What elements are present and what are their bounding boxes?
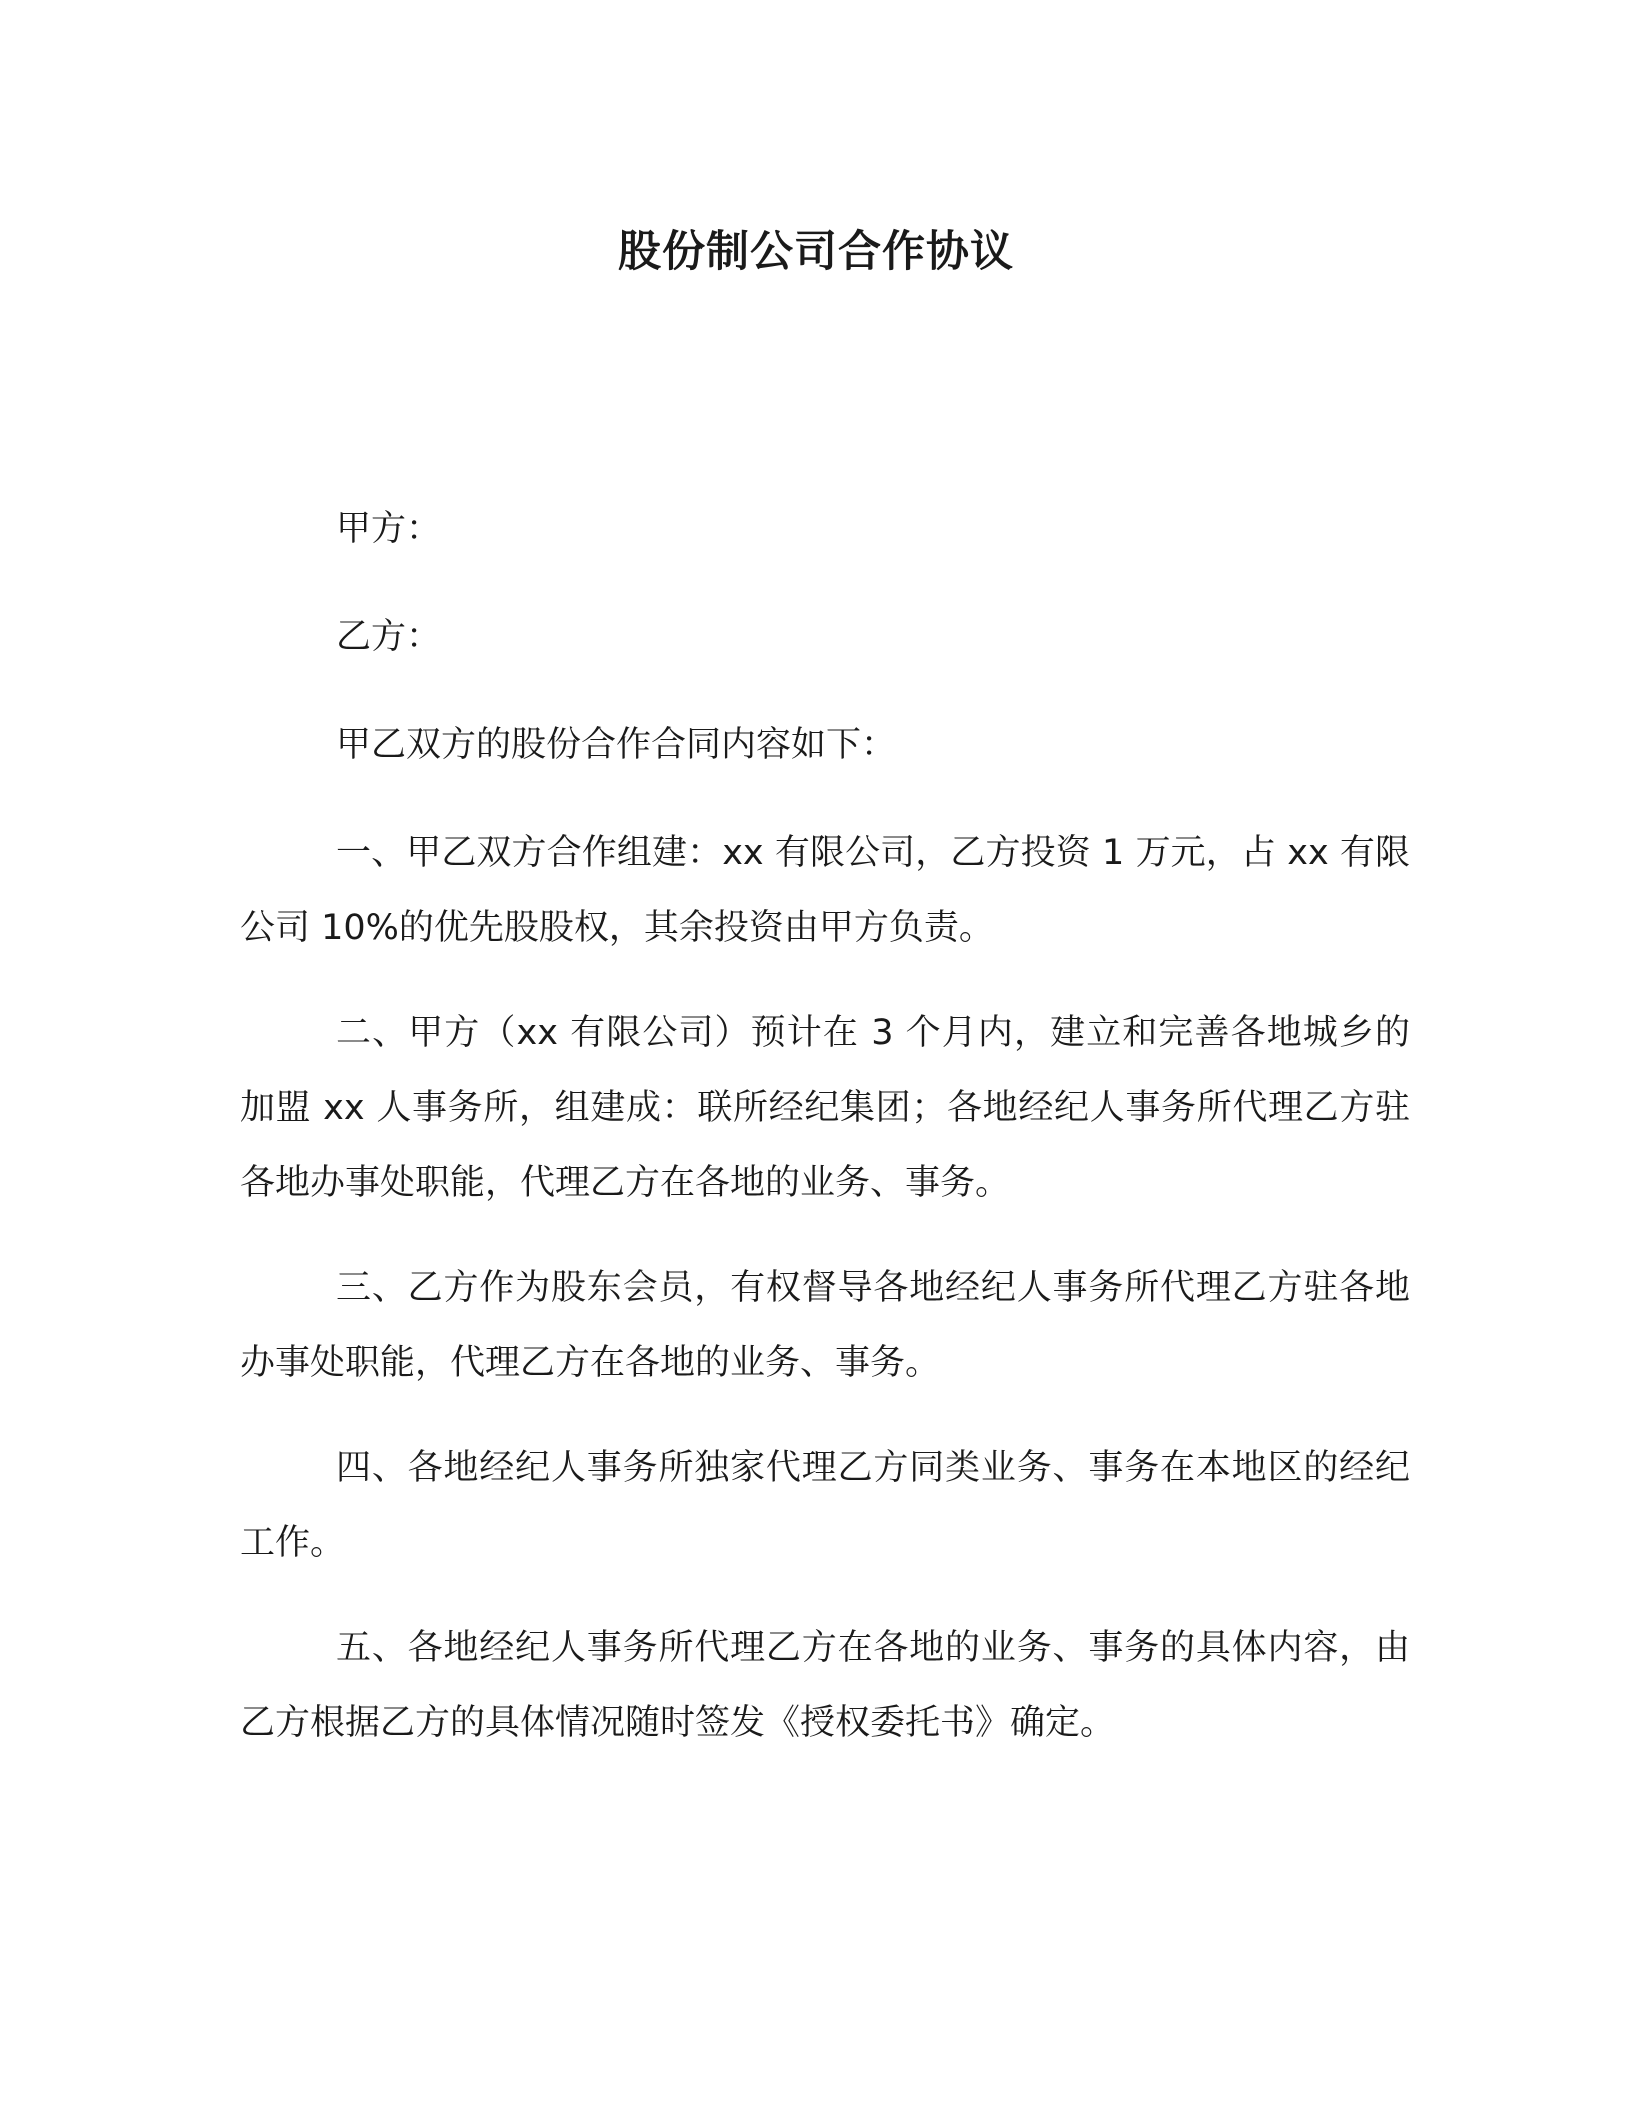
clause-1: 一、甲乙双方合作组建：xx 有限公司，乙方投资 1 万元，占 xx 有限公司 10%的优先股股权，其余投资由甲方负责。 [240,833,1410,948]
clause-4: 四、各地经纪人事务所独家代理乙方同类业务、事务在本地区的经纪工作。 [240,1448,1410,1563]
clause-3: 三、乙方作为股东会员，有权督导各地经纪人事务所代理乙方驻各地办事处职能，代理乙方在各地的业务、事务。 [240,1268,1410,1383]
party-a-line: 甲方： [336,509,442,549]
party-b-line: 乙方： [336,617,442,657]
clause-2: 二、甲方（xx 有限公司）预计在 3 个月内，建立和完善各地城乡的加盟 xx 人事务所，组建成：联所经纪集团；各地经纪人事务所代理乙方驻各地办事处职能，代理乙方在各地的业务、事务。 [240,1013,1410,1203]
intro-paragraph: 甲乙双方的股份合作合同内容如下： [336,725,897,765]
document-title: 股份制公司合作协议 [618,227,1014,277]
document-body [240,492,1410,1791]
clause-5: 五、各地经纪人事务所代理乙方在各地的业务、事务的具体内容，由乙方根据乙方的具体情况随时签发《授权委托书》确定。 [240,1628,1410,1743]
